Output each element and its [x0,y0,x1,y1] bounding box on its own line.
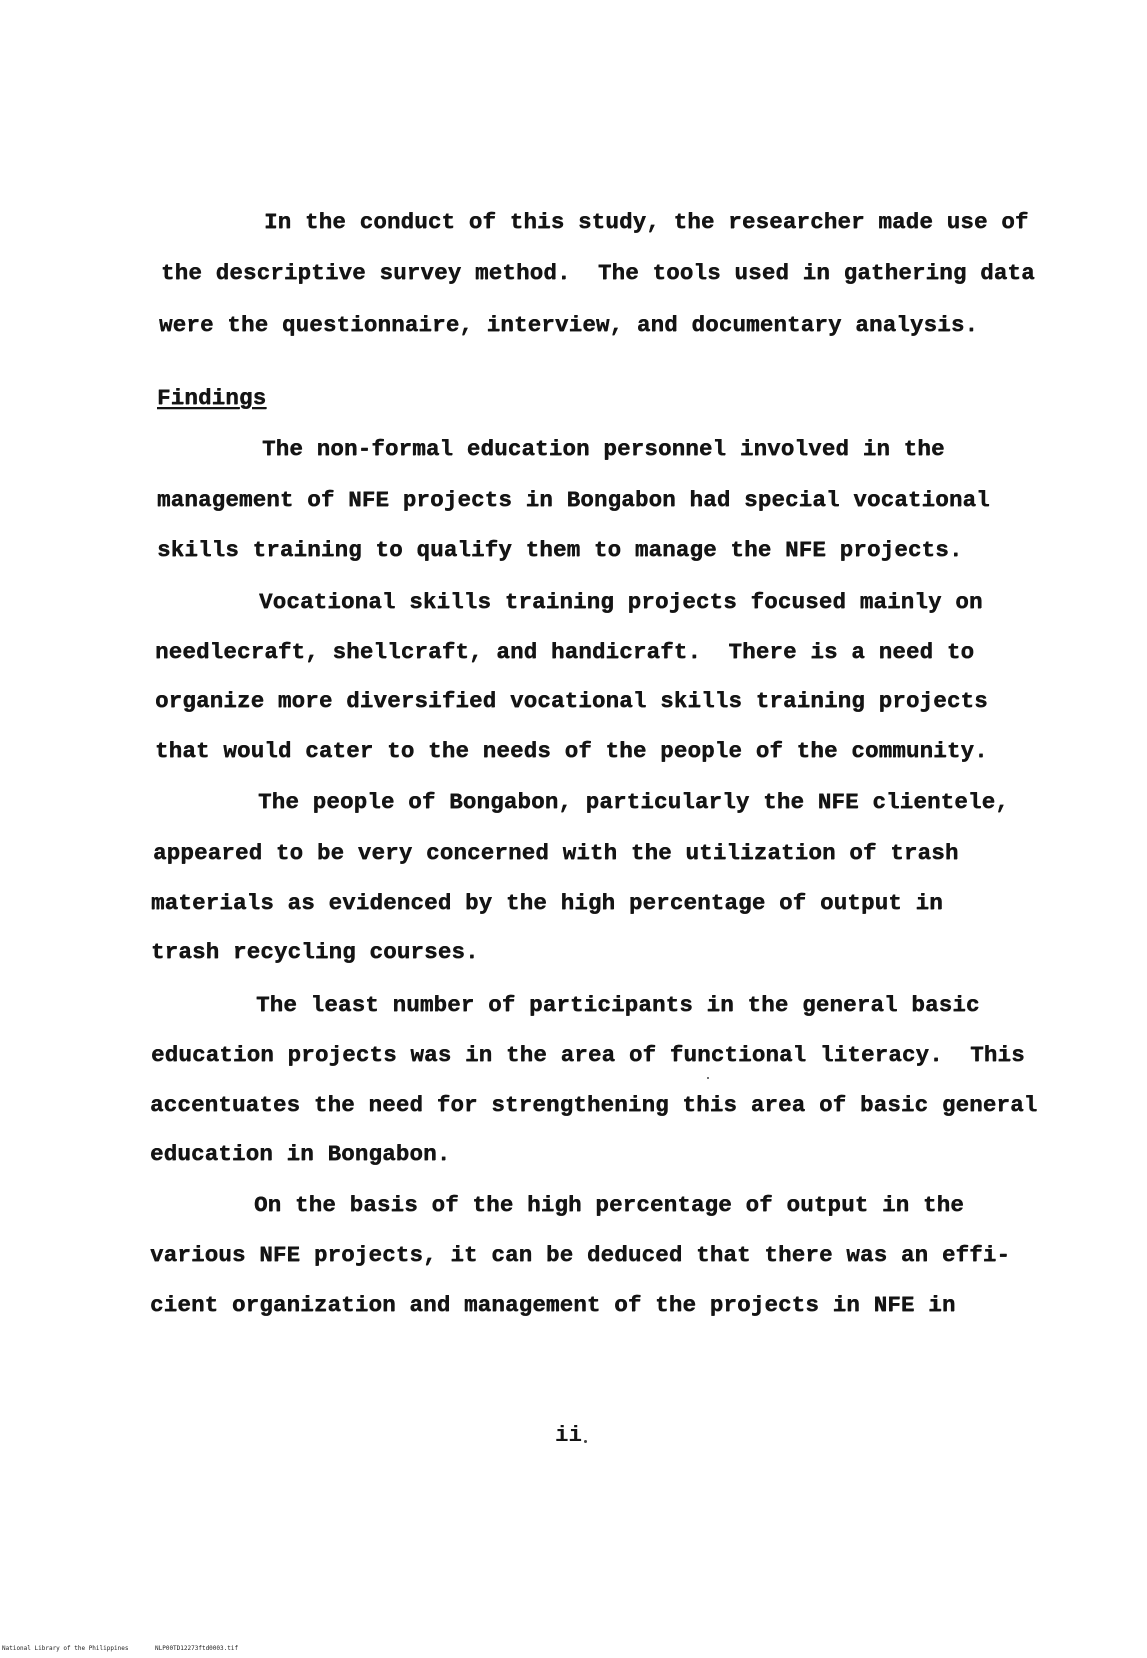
findings-heading: Findings [157,385,267,411]
finding1-line-2: management of NFE projects in Bongabon had special vocational [157,487,990,513]
finding5-line-2: various NFE projects, it can be deduced that there was an effi- [150,1242,1011,1268]
page-number: ii [555,1422,583,1448]
finding1-line-1: The non-formal education personnel involved in the [262,436,945,462]
scan-speck [707,1077,709,1079]
footer-file-label: NLP00TD12273ftd0003.tif [155,1645,239,1652]
finding5-line-3: cient organization and management of the projects in NFE in [150,1292,956,1318]
finding3-line-1: The people of Bongabon, particularly the NFE clientele, [258,789,1009,815]
finding3-line-2: appeared to be very concerned with the utilization of trash [153,840,959,866]
finding3-line-4: trash recycling courses. [151,939,479,965]
intro-line-2: the descriptive survey method. The tools used in gathering data [161,260,1035,286]
scan-speck [584,1440,587,1443]
intro-line-3: were the questionnaire, interview, and documentary analysis. [159,312,979,338]
finding2-line-1: Vocational skills training projects focused mainly on [259,589,983,615]
intro-line-1: In the conduct of this study, the researcher made use of [264,209,1029,235]
finding3-line-3: materials as evidenced by the high percentage of output in [151,890,943,916]
finding4-line-2: education projects was in the area of functional literacy. This [151,1042,1025,1068]
finding2-line-3: organize more diversified vocational skills training projects [155,688,988,714]
footer-library-label: National Library of the Philippines [2,1645,129,1652]
finding4-line-4: education in Bongabon. [150,1141,451,1167]
finding4-line-1: The least number of participants in the general basic [256,992,980,1018]
finding5-line-1: On the basis of the high percentage of output in the [254,1192,964,1218]
finding2-line-2: needlecraft, shellcraft, and handicraft. There is a need to [155,639,975,665]
finding4-line-3: accentuates the need for strengthening this area of basic general [150,1092,1038,1118]
finding1-line-3: skills training to qualify them to manage the NFE projects. [157,537,963,563]
finding2-line-4: that would cater to the needs of the people of the community. [155,738,988,764]
